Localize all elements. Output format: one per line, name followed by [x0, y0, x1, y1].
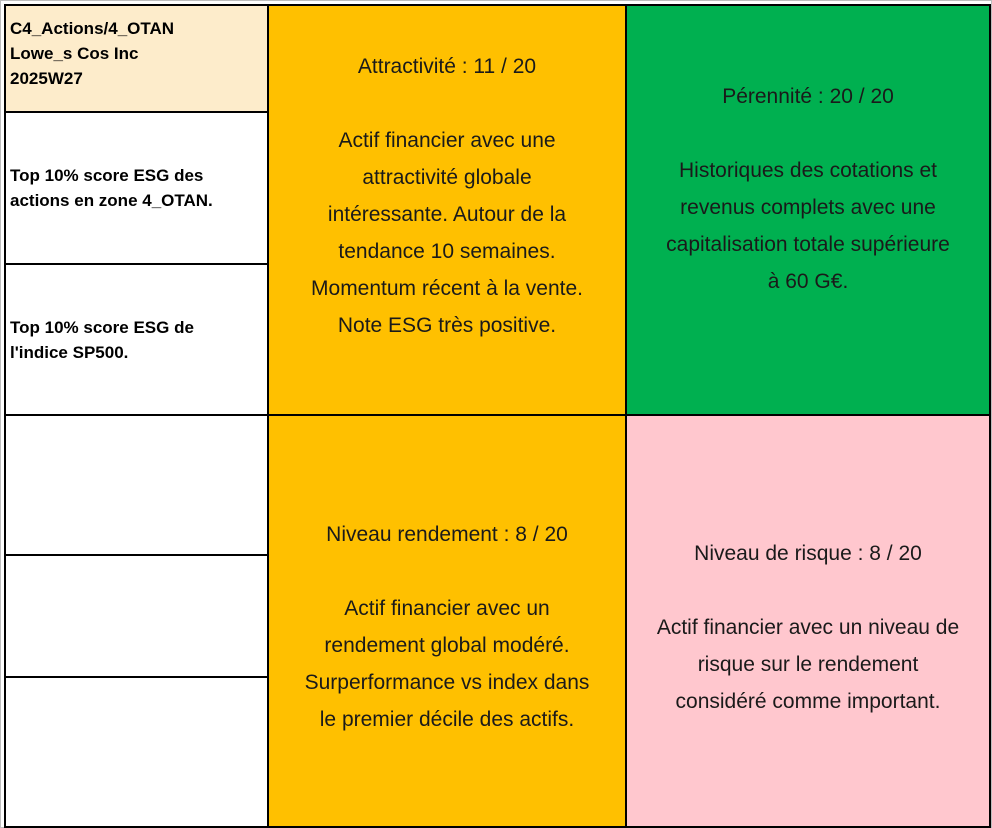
rendement-panel — [267, 414, 627, 828]
asset-category: C4_Actions/4_OTAN — [10, 19, 175, 38]
attractivite-text: Actif financier avec une — [338, 129, 556, 152]
perennite-panel — [625, 4, 991, 416]
risque-text: Actif financier avec un niveau de — [656, 615, 960, 639]
criterion-cell-empty — [4, 414, 269, 556]
perennite-text: à 60 G€. — [767, 270, 849, 293]
rendement-text: rendement global modéré. — [324, 634, 570, 657]
criterion-cell-empty — [4, 554, 269, 678]
criterion-cell-empty — [4, 676, 269, 828]
risque-text: risque sur le rendement — [697, 652, 919, 676]
attractivite-text: intéressante. Autour de la — [327, 203, 567, 226]
rendement-text: le premier décile des actifs. — [319, 708, 575, 731]
risque-text: considéré comme important. — [675, 689, 941, 713]
criterion-line: actions en zone 4_OTAN. — [10, 191, 213, 210]
attractivite-panel — [267, 4, 627, 416]
attractivite-text: tendance 10 semaines. — [338, 240, 556, 263]
risque-panel — [625, 414, 991, 828]
perennite-text: capitalisation totale supérieure — [666, 233, 950, 256]
perennite-text: Historiques des cotations et — [679, 159, 937, 182]
rendement-text: Actif financier avec un — [344, 597, 550, 620]
criterion-line: l'indice SP500. — [10, 342, 129, 362]
asset-header-cell — [4, 4, 269, 113]
attractivite-text: Note ESG très positive. — [337, 314, 557, 337]
rendement-text: Surperformance vs index dans — [304, 671, 590, 694]
asset-name: Lowe_s Cos Inc — [10, 44, 139, 63]
attractivite-text: attractivité globale — [362, 166, 532, 189]
risque-score: Niveau de risque : 8 / 20 — [694, 541, 922, 565]
rendement-score: Niveau rendement : 8 / 20 — [326, 523, 568, 546]
attractivite-text: Momentum récent à la vente. — [311, 277, 583, 300]
perennite-text: revenus complets avec une — [680, 196, 936, 219]
criterion-line: Top 10% score ESG de — [10, 317, 194, 337]
criterion-cell-zone — [4, 111, 269, 265]
criterion-line: Top 10% score ESG des — [10, 166, 204, 185]
attractivite-score: Attractivité : 11 / 20 — [357, 55, 537, 78]
criterion-cell-index — [4, 263, 269, 416]
asset-week: 2025W27 — [10, 69, 83, 88]
perennite-score: Pérennité : 20 / 20 — [722, 85, 894, 108]
